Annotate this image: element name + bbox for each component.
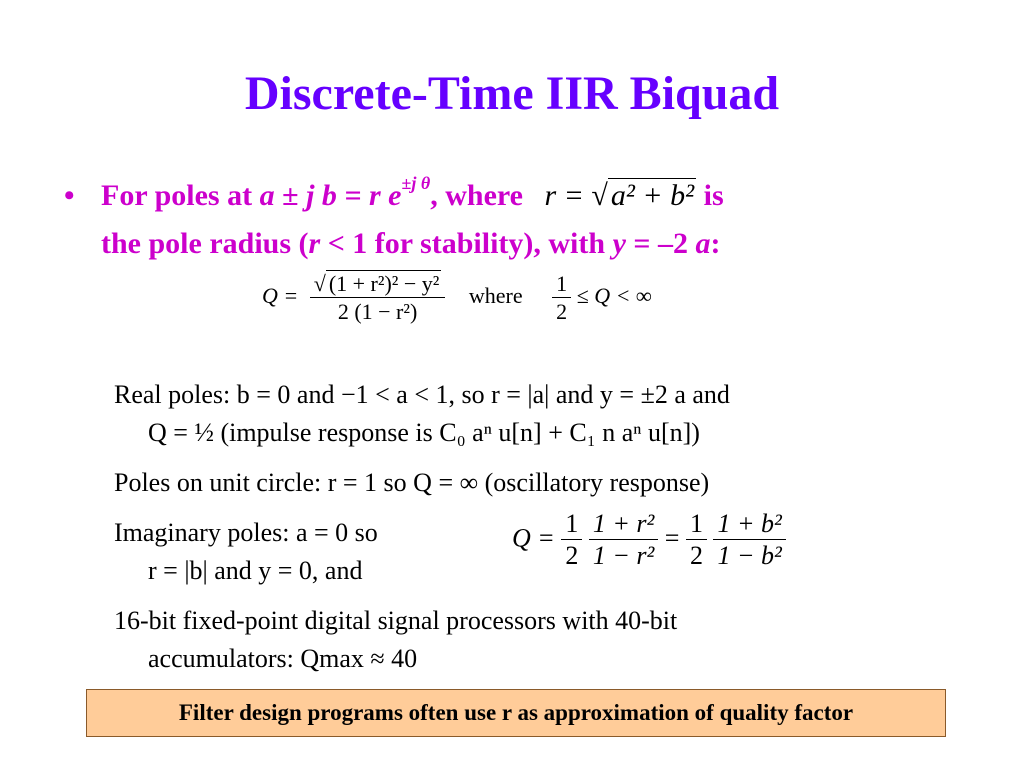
q-imag-f1-num: 1 + r² — [589, 508, 658, 540]
q-range-half — [552, 271, 571, 326]
q-formula-numerator: √ (1 + r²)² − y² — [310, 270, 446, 298]
bullet-pole-expr: a ± j b = r e — [259, 179, 402, 212]
list-item-dsp — [114, 602, 974, 678]
bullet-line1-end: is — [703, 179, 724, 212]
q-formula-lhs: Q = — [262, 283, 299, 308]
q-imag-f2-num: 1 + b² — [713, 508, 785, 540]
q-formula-denominator: 2 (1 − r²) — [337, 299, 418, 325]
list-item-line: Poles on unit circle: r = 1 so Q = ∞ (oscillatory response) — [114, 468, 710, 497]
q-imag-half2-den: 2 — [689, 541, 703, 571]
q-formula — [262, 270, 652, 326]
q-imag-f1-den: 1 − r² — [592, 541, 655, 571]
bullet-line1-pre: For poles at — [101, 179, 260, 212]
q-imag-fraction-r — [589, 508, 658, 573]
r-definition — [545, 179, 704, 212]
bullet-marker: • — [64, 179, 75, 212]
bullet-line2-y: y — [612, 227, 626, 260]
q-imag-half-num: 1 — [561, 508, 582, 540]
q-imag-half2-num: 1 — [686, 508, 707, 540]
bullet-line2-r: r — [308, 227, 321, 260]
q-formula-fraction — [310, 270, 446, 326]
q-imag-f2-den: 1 − b² — [717, 541, 782, 571]
q-imag-half-den: 2 — [565, 541, 579, 571]
slide-title: Discrete-Time IIR Biquad — [244, 67, 780, 120]
bullet-line2-colon: : — [710, 227, 721, 260]
bullet-pole-exponent: ±j θ — [401, 172, 431, 193]
r-definition-lhs: r = — [544, 179, 584, 212]
q-formula-where: where — [468, 283, 523, 308]
q-imag-half — [561, 508, 582, 573]
q-range-half-den: 2 — [556, 298, 568, 324]
q-range-rest: ≤ Q < ∞ — [576, 283, 652, 308]
list-item-line: Q = ½ (impulse response is C₀ aⁿ u[n] + C₁ n aⁿ u[n]) — [148, 418, 700, 447]
list-item-line: r = |b| and y = 0, and — [148, 556, 363, 585]
q-imag-fraction-b — [713, 508, 785, 573]
q-imag-lhs: Q = — [512, 523, 555, 553]
bullet-line2-a: a — [695, 227, 711, 260]
list-item-line: 16-bit fixed-point digital signal processors with 40-bit — [114, 606, 678, 635]
bullet-line2-end: = –2 — [625, 227, 696, 260]
q-imag-half-2 — [686, 508, 707, 573]
list-item-line: Real poles: b = 0 and −1 < a < 1, so r = |a| and y = ±2 a and — [114, 380, 730, 409]
list-item-line: accumulators: Qmax ≈ 40 — [148, 644, 418, 673]
q-imaginary-formula — [512, 508, 786, 573]
list-item-unit-circle — [114, 464, 974, 502]
q-formula-radicand: (1 + r²)² − y² — [326, 270, 442, 296]
q-imag-equals: = — [664, 523, 680, 553]
bullet-text — [101, 172, 961, 268]
bullet-where: , where — [430, 179, 523, 212]
quality-factor-note: Filter design programs often use r as approximation of quality factor — [86, 689, 946, 737]
q-range-half-num: 1 — [552, 271, 571, 298]
list-item-line: Imaginary poles: a = 0 so — [114, 518, 378, 547]
list-item-real-poles — [114, 376, 974, 452]
sqrt-symbol: √ a² + b² — [591, 179, 695, 212]
r-definition-radicand: a² + b² — [608, 178, 696, 214]
bullet-line2-mid: < 1 for stability), with — [320, 227, 613, 260]
bullet-line2: the pole radius ( — [101, 227, 309, 260]
